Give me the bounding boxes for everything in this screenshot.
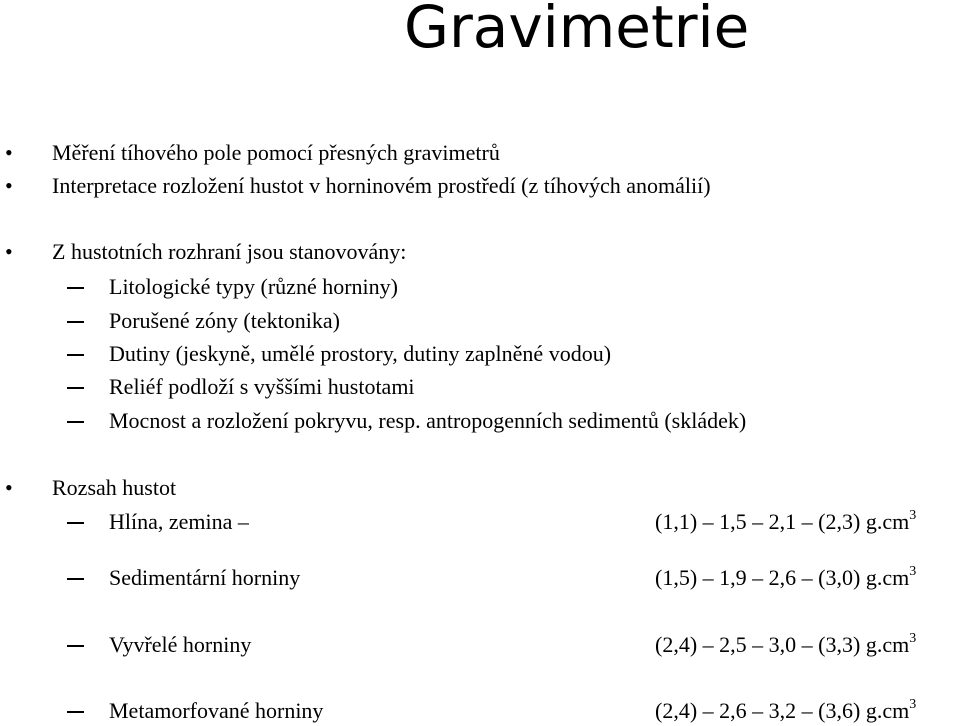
dash-icon (67, 321, 84, 323)
sub-item-text: Reliéf podloží s vyššími hustotami (109, 374, 415, 399)
bullet-dot-icon: • (5, 475, 13, 500)
bullet-text: Interpretace rozložení hustot v horninovém prostředí (z tíhových anomálií) (52, 173, 711, 198)
dash-icon (67, 387, 84, 389)
density-range: (2,4) – 2,5 – 3,0 – (3,3) (655, 632, 861, 657)
density-unit-exponent: 3 (909, 507, 917, 523)
dash-icon (67, 645, 84, 647)
density-label: Hlína, zemina – (109, 509, 249, 534)
density-label: Metamorfované horniny (109, 698, 324, 723)
density-range: (2,4) – 2,6 – 3,2 – (3,6) (655, 698, 861, 723)
dash-icon (67, 578, 84, 580)
density-label: Sedimentární horniny (109, 565, 301, 590)
dash-icon (67, 354, 84, 356)
bullet-dot-icon: • (5, 173, 13, 198)
density-value (655, 698, 916, 724)
dash-icon (67, 522, 84, 524)
dash-icon (67, 287, 84, 289)
density-range: (1,5) – 1,9 – 2,6 – (3,0) (655, 565, 861, 590)
bullet-dot-icon: • (5, 140, 13, 165)
density-range: (1,1) – 1,5 – 2,1 – (2,3) (655, 509, 861, 534)
density-unit-exponent: 3 (909, 696, 917, 712)
density-label: Vyvřelé horniny (109, 632, 252, 657)
sub-item-text: Dutiny (jeskyně, umělé prostory, dutiny zaplněné vodou) (109, 341, 612, 366)
density-unit: g.cm (865, 565, 910, 590)
section-heading-densities: Rozsah hustot (52, 475, 177, 500)
slide-title: Gravimetrie (404, 0, 750, 61)
section-heading-boundaries: Z hustotních rozhraní jsou stanovovány: (52, 239, 407, 264)
density-value (655, 565, 916, 591)
bullet-text: Měření tíhového pole pomocí přesných gravimetrů (52, 140, 500, 165)
density-value (655, 509, 916, 535)
sub-item-text: Porušené zóny (tektonika) (109, 308, 340, 333)
density-unit-exponent: 3 (909, 563, 917, 579)
dash-icon (67, 421, 84, 423)
sub-item-text: Mocnost a rozložení pokryvu, resp. antropogenních sedimentů (skládek) (109, 408, 747, 433)
density-unit: g.cm (865, 509, 910, 534)
density-value (655, 632, 916, 658)
density-unit: g.cm (865, 698, 910, 723)
density-unit-exponent: 3 (909, 630, 917, 646)
bullet-dot-icon: • (5, 239, 13, 264)
density-unit: g.cm (865, 632, 910, 657)
dash-icon (67, 711, 84, 713)
sub-item-text: Litologické typy (různé horniny) (109, 274, 398, 299)
